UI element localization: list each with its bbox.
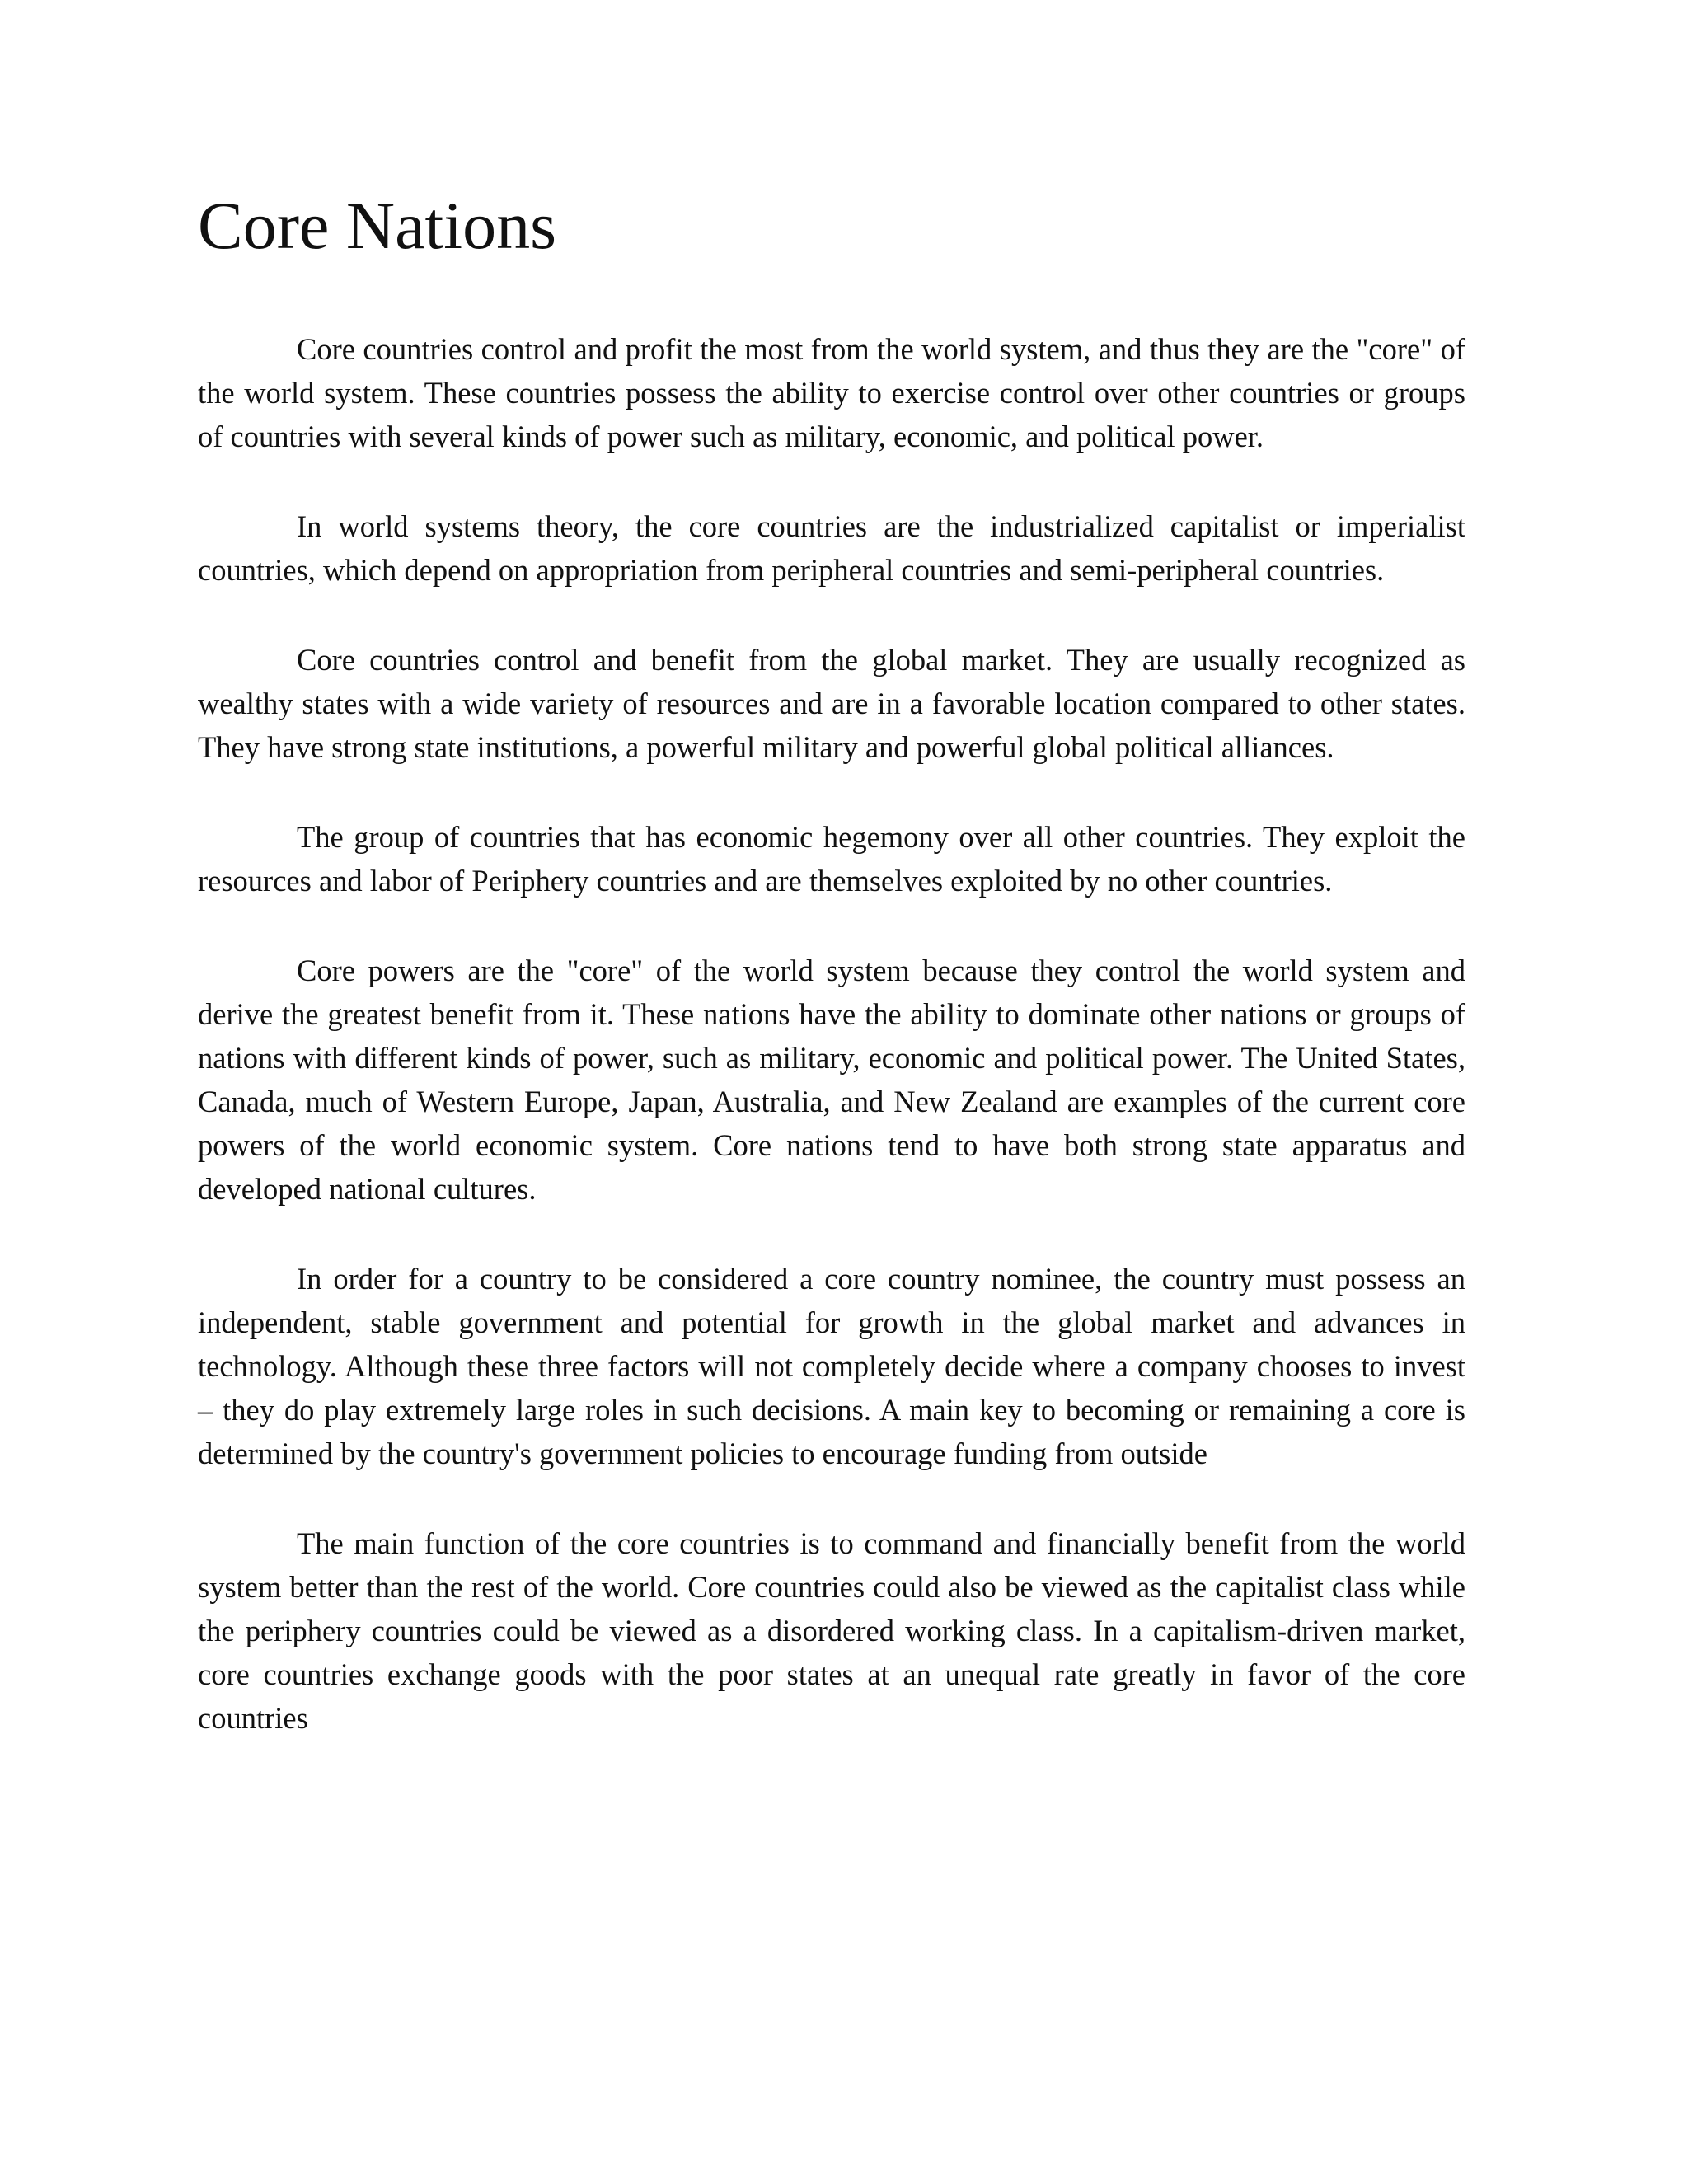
page-title: Core Nations: [198, 188, 556, 263]
paragraph-7: The main function of the core countries is to command and financially benefit from the world system better than the rest of the world. Core countries could also be viewed as the capitalist class while the periphery countries could be viewed as a disordered working class. In a capitalism-driven market, core countries exchange goods with the poor states at an unequal rate greatly in favor of the core countries: [198, 1526, 1465, 1736]
paragraph-3: Core countries control and benefit from the global market. They are usually recognized as wealthy states with a wide variety of resources and are in a favorable location compared to other states. They have strong state institutions, a powerful military and powerful global political alliances.: [198, 643, 1465, 765]
paragraph-5: Core powers are the "core" of the world system because they control the world system and derive the greatest benefit from it. These nations have the ability to dominate other nations or groups of nations with different kinds of power, such as military, economic and political power. The United States, Canada, much of Western Europe, Japan, Australia, and New Zealand are examples of the current core powers of the world economic system. Core nations tend to have both strong state apparatus and developed national cultures.: [198, 954, 1465, 1207]
paragraph-6: In order for a country to be considered a core country nominee, the country must possess an independent, stable government and potential for growth in the global market and advances in technology. Although these three factors will not completely decide where a company chooses to invest – they do play extremely large roles in such decisions. A main key to becoming or remaining a core is determined by the country's government policies to encourage funding from outside: [198, 1262, 1465, 1471]
paragraph-4: The group of countries that has economic hegemony over all other countries. They exploit the resources and labor of Periphery countries and are themselves exploited by no other countries.: [198, 820, 1465, 898]
paragraph-2: In world systems theory, the core countries are the industrialized capitalist or imperialist countries, which depend on appropriation from peripheral countries and semi-peripheral countries.: [198, 509, 1465, 588]
paragraph-1: Core countries control and profit the most from the world system, and thus they are the "core" of the world system. These countries possess the ability to exercise control over other countries or groups of countries with several kinds of power such as military, economic, and political power.: [198, 332, 1465, 454]
document-page: [198, 185, 1465, 1786]
